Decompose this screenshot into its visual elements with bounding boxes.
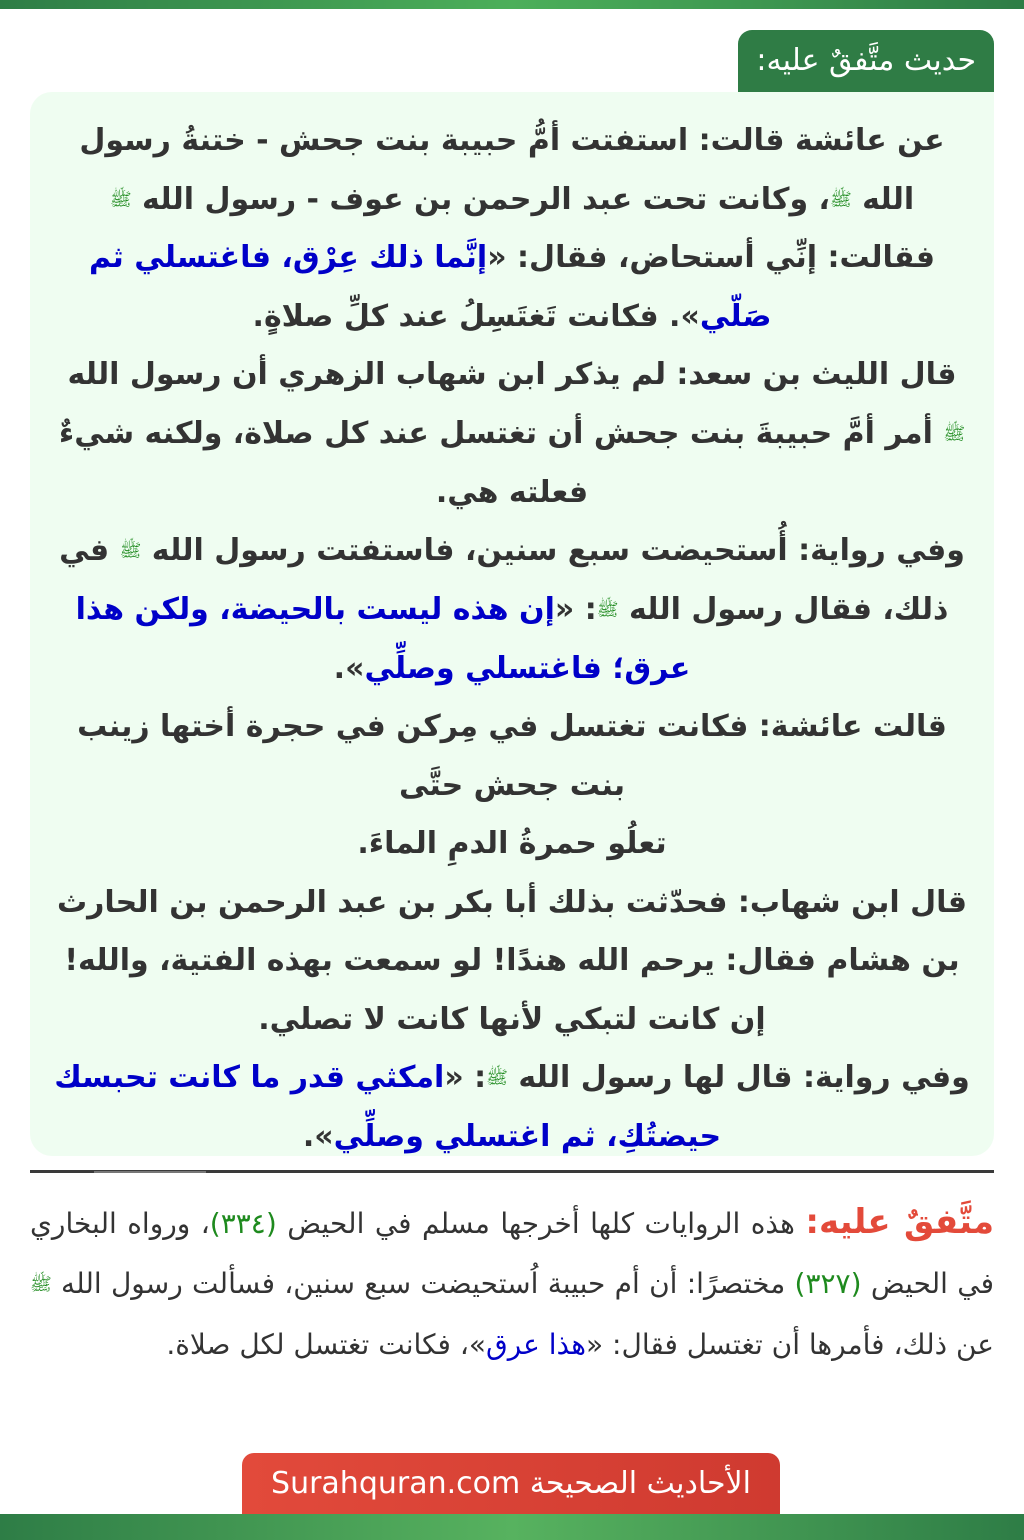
hadith-paragraph-5: قال ابن شهاب: فحدّثت بذلك أبا بكر بن عبد الرحمن بن الحارث بن هشام فقال: يرحم الله هندًا! لو سمعت بهذه الفتية، والله! إن كانت لتبكي لأنها كانت لا تصلي. (56, 884, 968, 1037)
saw-icon: ﷺ (829, 188, 852, 210)
note-label: متَّفقٌ عليه: (805, 1202, 994, 1242)
bottom-decorative-bar (0, 1514, 1024, 1540)
saw-icon: ﷺ (109, 188, 132, 210)
reference-number: (٣٣٤) (209, 1207, 277, 1240)
saw-icon: ﷺ (596, 599, 619, 620)
saw-icon: ﷺ (30, 1274, 52, 1295)
hadith-paragraph-4: قالت عائشة: فكانت تغتسل في مِركن في حجرة أختها زينب بنت جحش حتَّى تعلُو حمرةُ الدمِ الماءَ. (77, 709, 947, 861)
prophet-quote: إنَّما ذلك عِرْق، فاغتسلي ثم صَلّي (88, 240, 772, 334)
prophet-quote: إن هذه ليست بالحيضة، ولكن هذا عرق؛ فاغتسلي وصلِّي (75, 591, 691, 686)
hadith-title: حديث متَّفقٌ عليه: (756, 43, 976, 78)
hadith-paragraph-2: قال الليث بن سعد: لم يذكر ابن شهاب الزهري أن رسول الله ﷺ أمر أمَّ حبيبةَ بنت جحش أن تغتسل عند كل صلاة، ولكنه شيءٌ فعلته هي. (58, 357, 966, 510)
site-badge (242, 1453, 780, 1514)
section-divider (30, 1170, 994, 1173)
hadith-paragraph-1: عن عائشة قالت: استفتت أمُّ حبيبة بنت جحش - ختنةُ رسول الله ﷺ، وكانت تحت عبد الرحمن بن عوف - رسول الله ﷺ فقالت: إنِّي أستحاض، فقال: «إنَّما ذلك عِرْق، فاغتسلي ثم صَلّي». فكانت تَغتَسِلُ عند كلِّ صلاةٍ. (79, 123, 945, 334)
reference-number: (٣٢٧) (794, 1267, 862, 1300)
site-badge-label: الأحاديث الصحيحة Surahquran.com (271, 1466, 751, 1501)
top-decorative-bar (0, 0, 1024, 9)
saw-icon: ﷺ (119, 540, 142, 562)
hadith-title-tab (738, 30, 994, 92)
saw-icon: ﷺ (943, 423, 966, 444)
hadith-paragraph-3: وفي رواية: أُستحيضت سبع سنين، فاستفتت رسول الله ﷺ في ذلك، فقال رسول الله ﷺ: «إن هذه ليست بالحيضة، ولكن هذا عرق؛ فاغتسلي وصلِّي». (59, 533, 965, 686)
hadith-paragraph-6: وفي رواية: قال لها رسول الله ﷺ: «امكثي قدر ما كانت تحبسك حيضتُكِ، ثم اغتسلي وصلِّي». (54, 1060, 970, 1154)
hadith-text-box (30, 92, 994, 1156)
prophet-quote: هذا عرق (485, 1328, 587, 1361)
prophet-quote: امكثي قدر ما كانت تحبسك حيضتُكِ، ثم اغتسلي وصلِّي (54, 1060, 722, 1154)
takhrij-note: متَّفقٌ عليه: هذه الروايات كلها أخرجها مسلم في الحيض (٣٣٤)، ورواه البخاري في الحيض (٣٢٧) مختصرًا: أن أم حبيبة اُستحيضت سبع سنين، فسألت رسول الله ﷺ عن ذلك، فأمرها أن تغتسل فقال: «هذا عرق»، فكانت تغتسل لكل صلاة. (30, 1202, 994, 1361)
hadith-text (30, 92, 994, 1166)
saw-icon: ﷺ (486, 1067, 508, 1089)
